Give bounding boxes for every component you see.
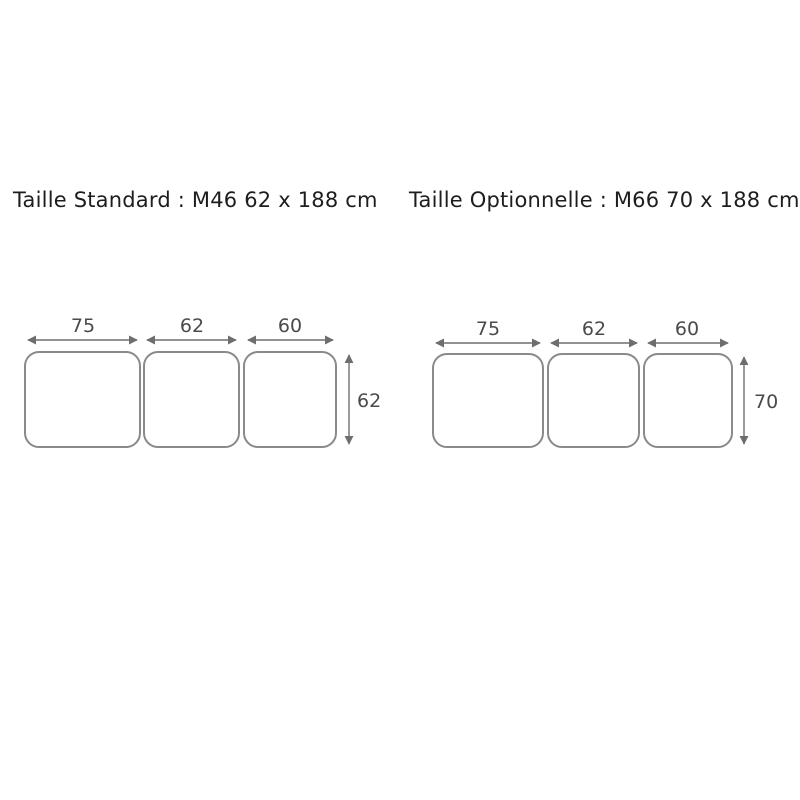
- optional-width-label-3: 60: [674, 318, 700, 340]
- optional-height-label: 70: [754, 391, 779, 413]
- optional-size-diagram: [400, 300, 800, 470]
- optional-width-label-2: 62: [581, 318, 607, 340]
- standard-width-label-3: 60: [277, 315, 303, 337]
- standard-section-3-outline: [244, 352, 336, 447]
- standard-height-label: 62: [357, 390, 382, 412]
- optional-section-2-outline: [548, 354, 639, 447]
- standard-section-1-outline: [25, 352, 140, 447]
- standard-width-label-2: 62: [179, 315, 205, 337]
- optional-width-label-1: 75: [475, 318, 501, 340]
- standard-size-title: Taille Standard : M46 62 x 188 cm: [13, 188, 378, 212]
- optional-size-title: Taille Optionnelle : M66 70 x 188 cm: [409, 188, 800, 212]
- standard-width-label-1: 75: [70, 315, 96, 337]
- optional-section-3-outline: [644, 354, 732, 447]
- standard-section-2-outline: [144, 352, 239, 447]
- optional-section-1-outline: [433, 354, 543, 447]
- standard-size-diagram: [0, 300, 400, 470]
